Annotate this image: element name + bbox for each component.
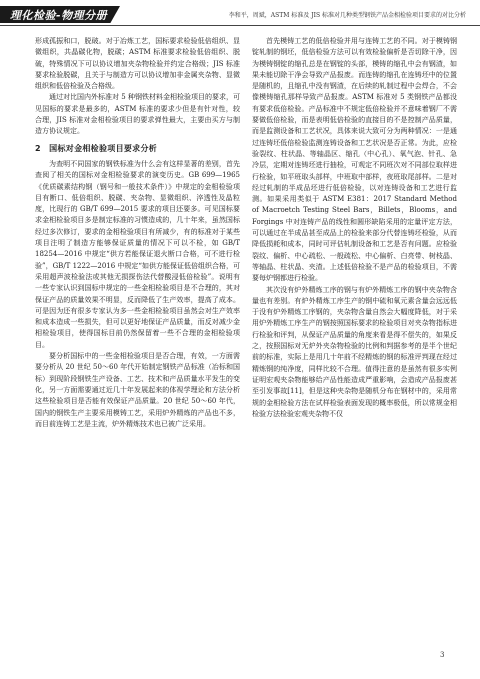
section-heading: 2 国标对金相检验项目要求分析 [35, 143, 158, 153]
paragraph: 形成孤振和口，脱破。对于冶炼工艺，国标要求检验低倍组织、显微组织，共晶碳化物，脱碳；ASTM 标准要求检验低倍组织、脱破，特殊情况下可以协议增加夹杂物检验并约定合格级；JIS 标准要求检验脱碳，且关于与制造方可以协议增加非金属夹杂物、显微组织和低倍检验及合格级。 [35, 37, 240, 91]
paragraph: 为查明不同国家的钢铁标准为什么会有这样显著的差别，首先查阅了相关的国标对金相检验要求的演变历史。GB 699—1965《优质碳素结构钢（钢号和一般技术条件）》中规定的金相检验项目有断口、低倍组织、脱碳、夹杂物、显微组织、淬透性及晶粒度，比现行的 GB/T 699—2015 要求的项目还要多。可见国标要求金相检验项目多是制定标准的习惯造成的，几十年来，虽然国标经过多次修订，要求的金相检验项目有所减少，有的标准对于某些项目注明了制造方能够保证质量的情况下可以不检，如 GB/T 18254—2016 中规定“供方若能保证退火断口合格，可不进行检验”，GB/T 1222—2016 中规定“如供方能保证低倍组织合格，可采用超声波检验法或其他无损探伤法代替酸浸低倍检验”。说明有一些专家认识到国标中规定的一些金相检验项目是不合理的，其对保证产品的质量效果不明显，反而降低了生产效率，提高了成本。可是因为还有很多专家认为多一些金相检验项目虽然会对生产效率和成本造成一些损失，但可以更好地保证产品质量，而反对减少金相检验项目，使得国标目前仍然保留着一些不合理的金相检验项目。 [35, 159, 240, 349]
paragraph: 首先模铸工艺的低倍检验并用与连铸工艺的不同。对于模铸钢锭轧制的钢坯，低倍检验方法可以有效检验偏析是否切除干净，因为模铸钢锭的缩孔总是在钢锭的头部，模铸的缩孔中会有钢渣，如果未能切除干净会导致产品报废。而连铸的缩孔在连铸坯中的位置是随机的，且缩孔中没有钢渣，在后续的轧制过程中会焊合，不会像模铸缩孔那样导致产品报废。ASTM 标准对 5 类钢铁产品都没有要求低倍检验。产品标准中不规定低倍检验并不意味着钢厂不需要做低倍检验，而是表明低倍检验的直接目的不是控制产品质量，而是监测设备和工艺状况，具体来说大致可分为两种情况：一是通过连铸坯低倍检验监测连铸设备和工艺状况是否正常。为此，应检验裂纹、柱状晶、等轴晶区、缩孔（中心孔）、氧气泡、针孔、急冷层，定期对连铸坯进行抽检，可观定不同班次对不同部位取样进行检验，如平班取头部样，中班取中部样，夜班取尾部样。二是对经过轧制的半成品坯进行低倍检验，以对连铸设备和工艺进行监测。如果采用类似于 ASTM E381：2017 Standard Method of Macroetch Testing Steel Bars，Billets，Blooms，and Forgings 中对连铸产品的线性和圆形缺陷采用的定量评定方法，可以通过在半成品甚至成品上的检验来部分代替连铸坯检验，从而降低损耗和成本，同时可评估轧制设备和工艺是否有问题。应检验裂纹、偏析、中心疏松、一般疏松、中心偏析、白亮带、树枝晶、等轴晶、柱状晶、夹渣。上述低倍检验不是产品的检验项目，不需要每炉钢都进行检验。 [252, 37, 457, 283]
page-header [0, 0, 480, 26]
header-rule [0, 25, 480, 26]
running-title: 李和平，周斌，ASTM 标准及 JIS 标准对几种类型钢铁产品金相检验项目要求的对比分析 [228, 12, 466, 19]
page-number: 3 [440, 651, 445, 659]
paragraph: 其次没有炉外精炼工序的钢与有炉外精炼工序的钢中夹杂物含量也有差别。有炉外精炼工序生产的钢中硫和氧元素含量会远远低于没有炉外精炼工序钢的，夹杂物含量自然会大幅度降低，对于采用炉外精炼工序生产的钢按照国标要求的检验项目对夹杂物指标进行检验和评判，从保证产品质量的角度来看是得不偿失的，如果反之，按照国标对无炉外夹杂物检验的比例和判据参考的是半个世纪前的标准，实际上是用几十年前不经精炼的钢的标准评判现在经过精炼钢的纯净度，同样比较不合理。值得注意的是虽然有很多实例证明宏观夹杂物能够给产品性能造成严重影响，会造成产品报废甚至引发事故[11]，但是这种夹杂物是随机分布在钢材中的，采用常规的金相检验方法在试样检验表面发现的概率极低，所以常规金相检验方法检验宏观夹杂物不仅 [252, 285, 457, 418]
left-column [35, 36, 240, 430]
right-column [252, 36, 457, 420]
paragraph: 通过对比国内外标准对 5 种钢铁材料金相检验项目的要求，可见国标的要求是最多的，ASTM 标准的要求少但是有针对性，较合理，JIS 标准对金相检验项目的要求弹性最大，主要由买方与制造方协议规定。 [35, 93, 240, 136]
journal-name: 理化检验-物理分册 [10, 9, 108, 22]
paragraph: 要分析国标中的一些金相检验项目是否合理，有效，一方面需要分析从 20 世纪 50～60 年代开始制定钢铁产品标准（冶标和国标）到现阶段钢铁生产设备、工艺、技术和产品质量水平发生的变化，另一方面需要通过近几十年发展起来的体视学理论和方法分析这些检验项目是否能有效保证产品质量。20 世纪 50～60 年代，国内的钢铁生产主要采用模铸工艺，采用炉外精炼的产品也不多，而目前连铸工艺是主流，炉外精炼技术也已被广泛采用。 [35, 352, 240, 428]
